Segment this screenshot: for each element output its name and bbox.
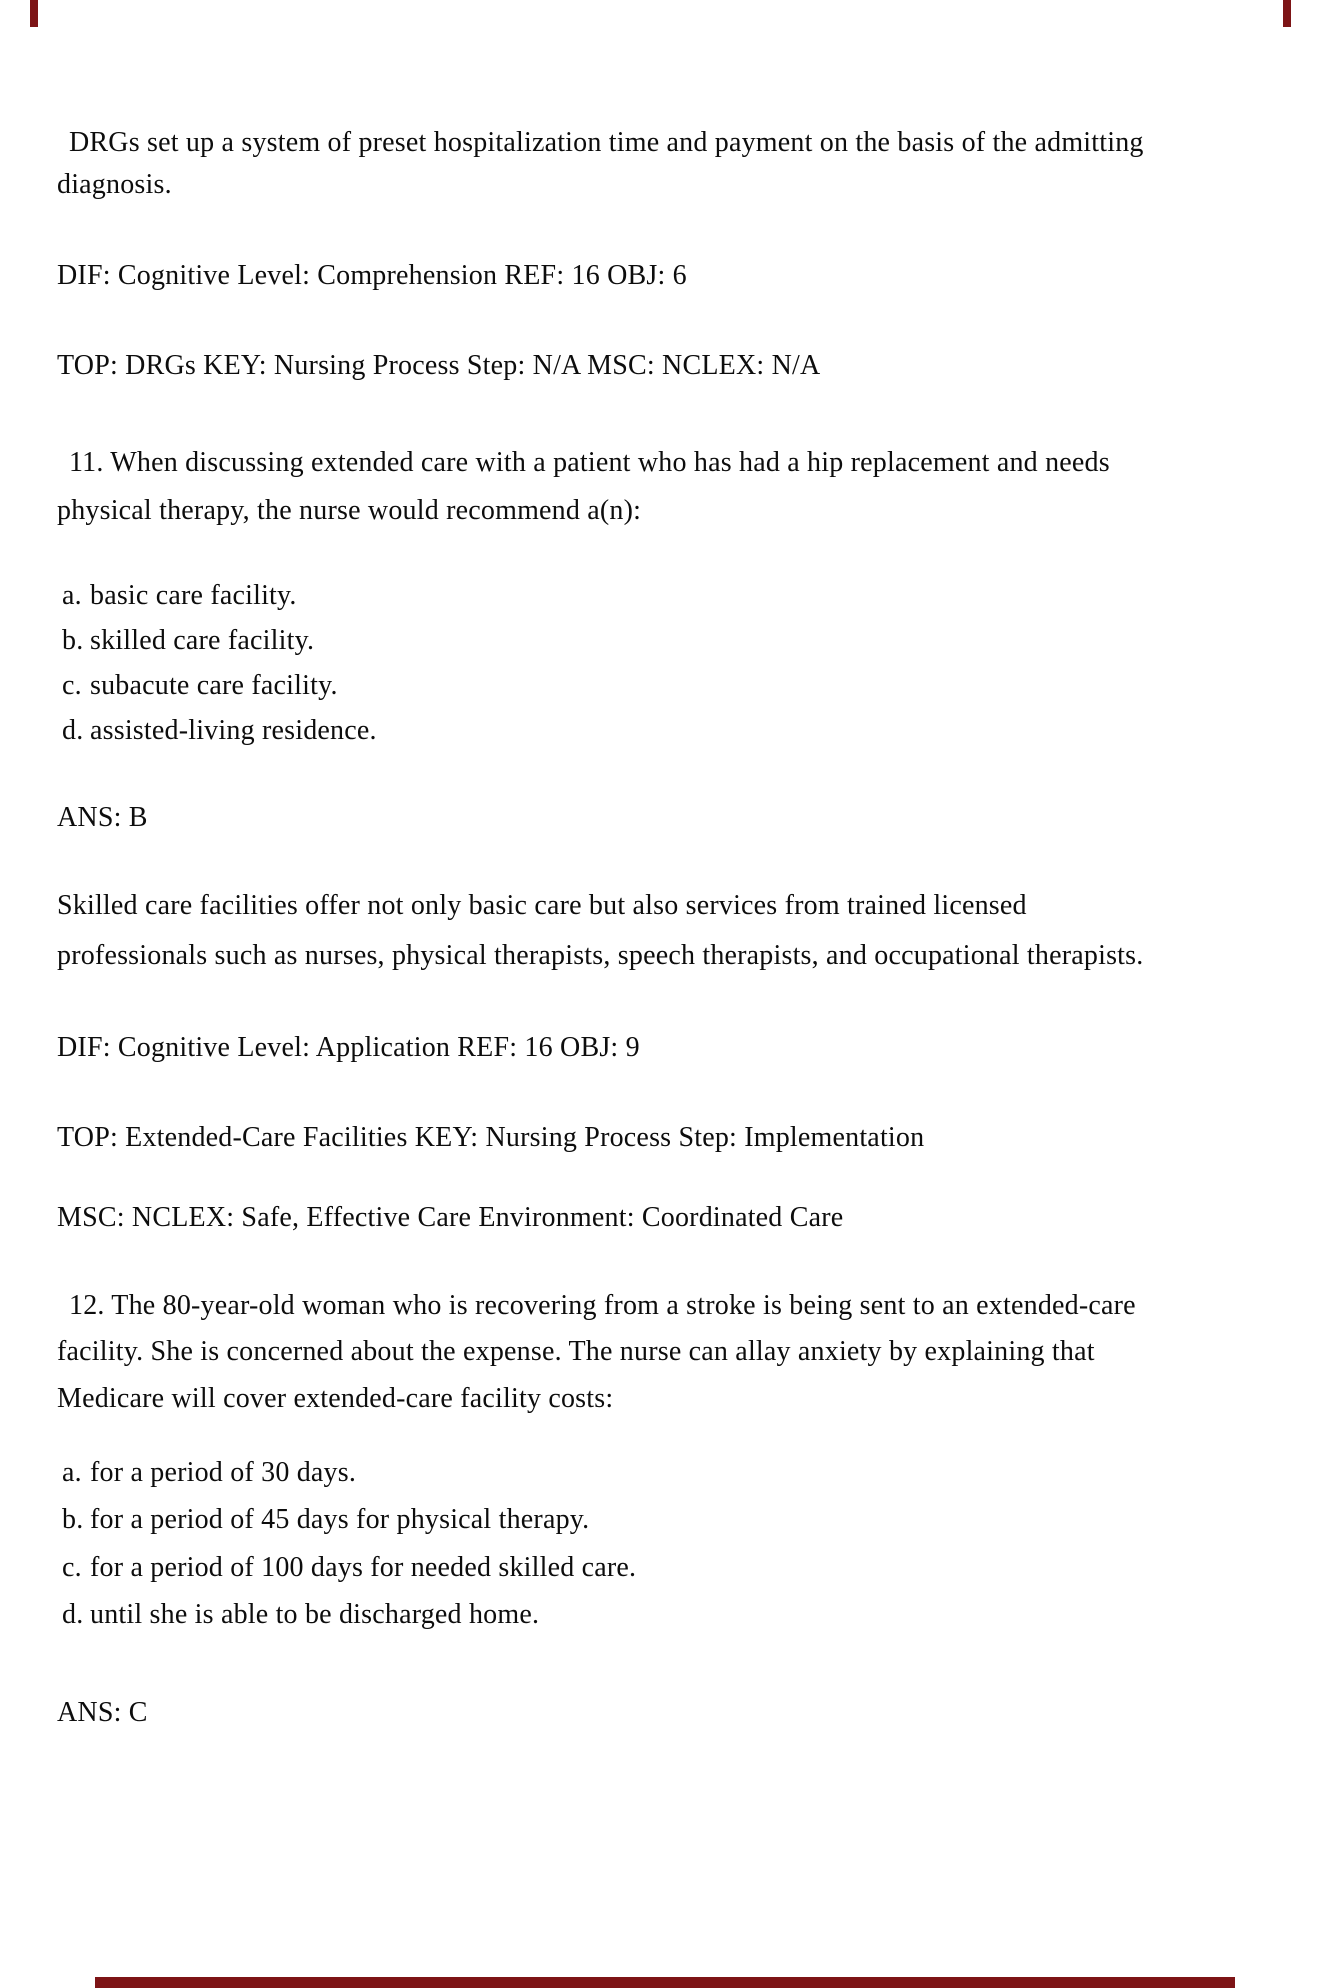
- dif-line: DIF: Cognitive Level: Comprehension REF: 16 OBJ: 6: [57, 260, 687, 291]
- question-stem-line: physical therapy, the nurse would recommend a(n):: [57, 495, 642, 526]
- answer-option: [62, 1506, 589, 1534]
- option-text: until she is able to be discharged home.: [90, 1599, 540, 1630]
- option-letter: b.: [62, 625, 84, 656]
- answer-option: [62, 627, 314, 655]
- answer-option: [62, 582, 297, 610]
- option-letter: b.: [62, 1504, 84, 1535]
- rationale-line: diagnosis.: [57, 169, 172, 200]
- answer-option: [62, 717, 377, 745]
- option-text: for a period of 45 days for physical therapy.: [90, 1504, 590, 1535]
- answer-option: [62, 1601, 539, 1629]
- option-text: assisted-living residence.: [90, 715, 377, 746]
- dif-line: DIF: Cognitive Level: Application REF: 16 OBJ: 9: [57, 1032, 640, 1063]
- answer-option: [62, 1554, 636, 1582]
- option-letter: d.: [62, 1599, 84, 1630]
- page-edge-mark-top-left: [30, 0, 38, 27]
- top-line: TOP: Extended-Care Facilities KEY: Nursing Process Step: Implementation: [57, 1122, 925, 1153]
- answer-option: [62, 672, 338, 700]
- page-edge-mark-bottom: [95, 1977, 1235, 1988]
- msc-line: MSC: NCLEX: Safe, Effective Care Environment: Coordinated Care: [57, 1202, 844, 1233]
- rationale-line: Skilled care facilities offer not only basic care but also services from trained licensed: [57, 890, 1027, 921]
- option-text: basic care facility.: [90, 580, 297, 611]
- answer-line: ANS: B: [57, 802, 148, 833]
- option-text: subacute care facility.: [90, 670, 338, 701]
- option-text: for a period of 30 days.: [90, 1457, 357, 1488]
- answer-option: [62, 1459, 356, 1487]
- answer-line: ANS: C: [57, 1697, 148, 1728]
- option-letter: a.: [62, 580, 82, 611]
- option-letter: d.: [62, 715, 84, 746]
- question-stem-line: facility. She is concerned about the expense. The nurse can allay anxiety by explaining that: [57, 1336, 1095, 1367]
- question-stem-line: Medicare will cover extended-care facility costs:: [57, 1383, 614, 1414]
- rationale-line: professionals such as nurses, physical therapists, speech therapists, and occupational therapists.: [57, 940, 1144, 971]
- option-text: for a period of 100 days for needed skilled care.: [90, 1552, 637, 1583]
- option-text: skilled care facility.: [90, 625, 315, 656]
- page-edge-mark-top-right: [1283, 0, 1291, 27]
- rationale-line: DRGs set up a system of preset hospitalization time and payment on the basis of the admitting: [69, 127, 1144, 158]
- question-stem-line: 11. When discussing extended care with a patient who has had a hip replacement and needs: [69, 447, 1110, 478]
- question-stem-line: 12. The 80-year-old woman who is recovering from a stroke is being sent to an extended-care: [69, 1290, 1136, 1321]
- top-line: TOP: DRGs KEY: Nursing Process Step: N/A MSC: NCLEX: N/A: [57, 350, 821, 381]
- option-letter: c.: [62, 670, 82, 701]
- option-letter: a.: [62, 1457, 82, 1488]
- option-letter: c.: [62, 1552, 82, 1583]
